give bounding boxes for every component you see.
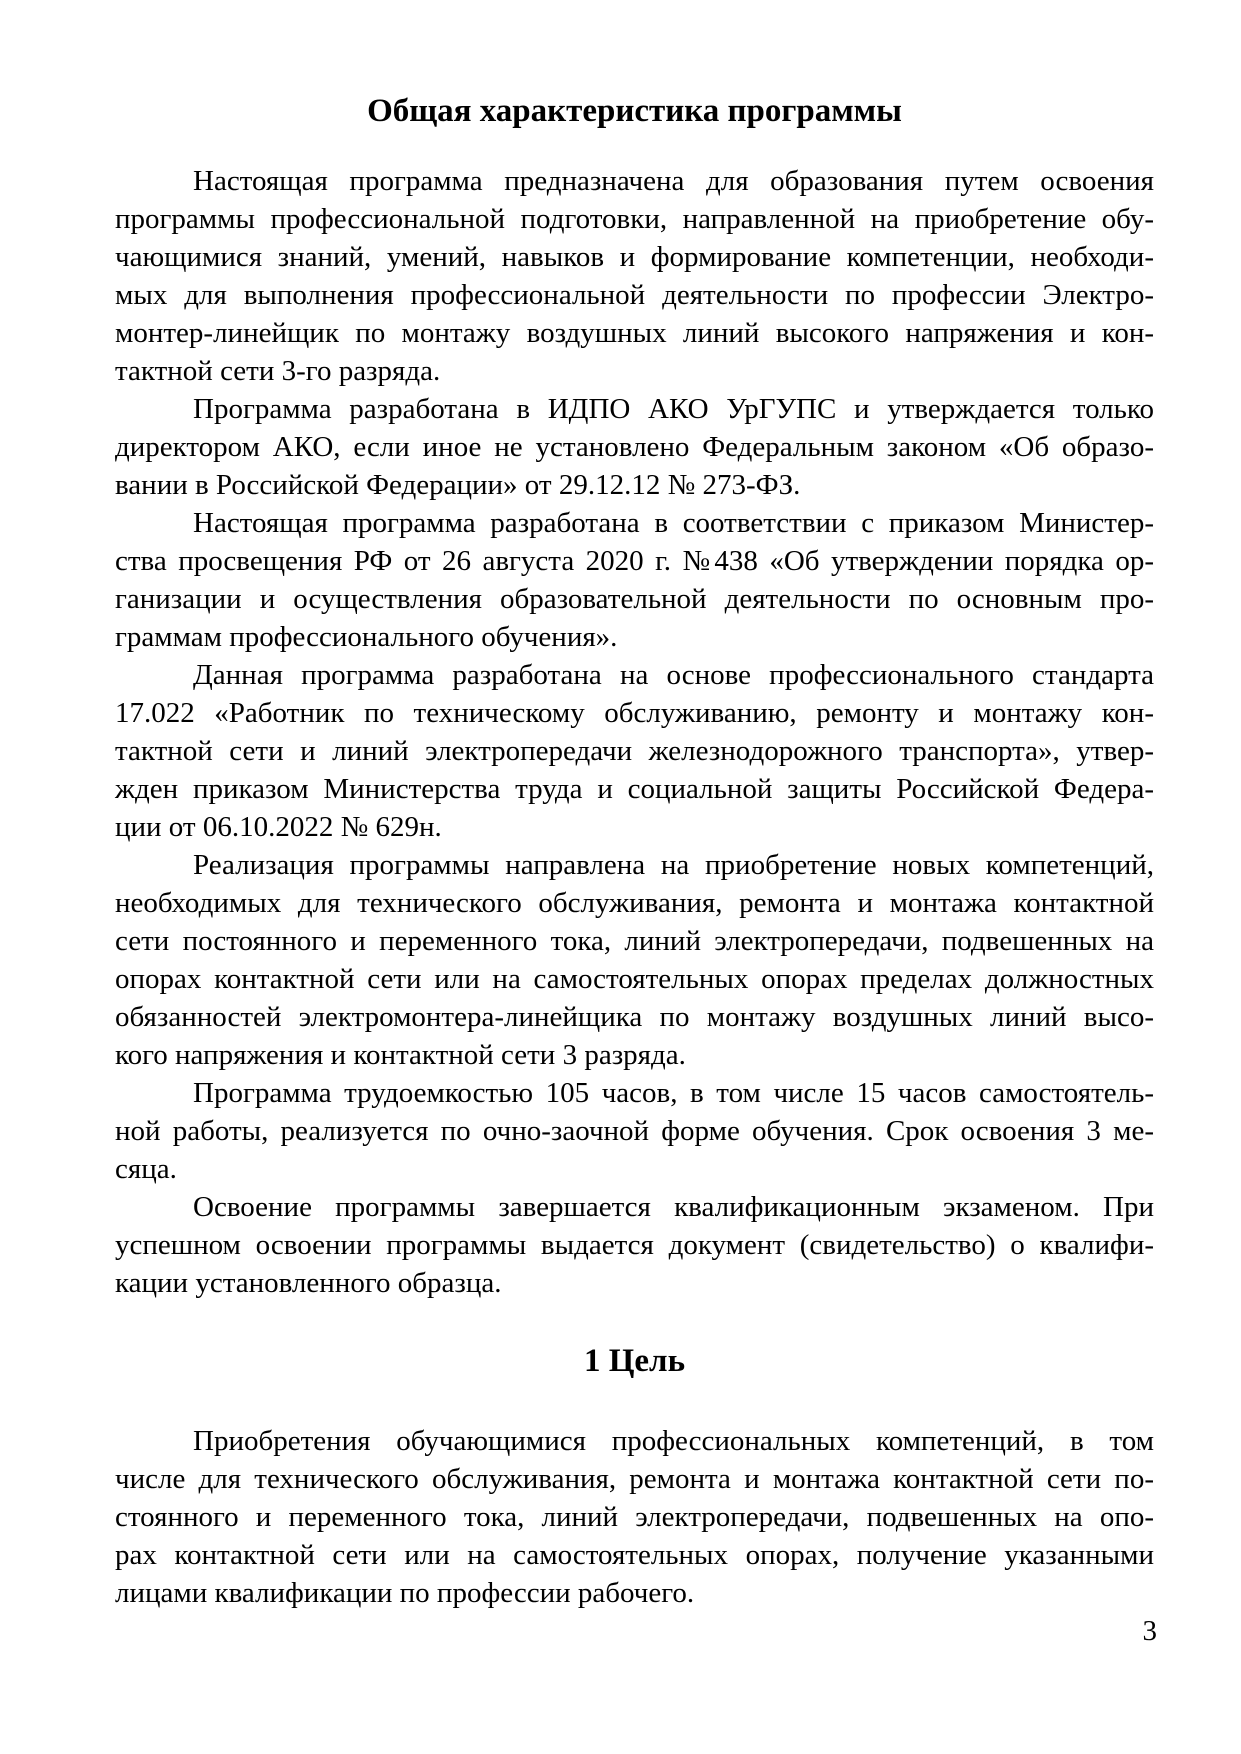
paragraph-line: успешном освоении программы выдается документ (свидетельство) о квалифи- <box>115 1229 1154 1261</box>
paragraph-line: кации установленного образца. <box>115 1267 502 1299</box>
paragraph-line: ции от 06.10.2022 № 629н. <box>115 811 442 843</box>
paragraph-line: чающимися знаний, умений, навыков и формирование компетенции, необходи- <box>115 241 1154 273</box>
paragraph-line: 17.022 «Работник по техническому обслуживанию, ремонту и монтажу кон- <box>115 697 1154 729</box>
paragraph-line: ства просвещения РФ от 26 августа 2020 г. №438 «Об утверждении порядка ор- <box>115 545 1154 577</box>
paragraph <box>115 390 1154 504</box>
paragraph <box>115 504 1154 656</box>
paragraph-line: Настоящая программа предназначена для образования путем освоения <box>193 165 1154 197</box>
paragraph-line: рах контактной сети или на самостоятельных опорах, получение указанными <box>115 1539 1154 1571</box>
paragraph-line: стоянного и переменного тока, линий электропередачи, подвешенных на опо- <box>115 1501 1154 1533</box>
paragraph-line: тактной сети 3-го разряда. <box>115 355 441 387</box>
paragraph-line: ганизации и осуществления образовательной деятельности по основным про- <box>115 583 1154 615</box>
paragraph <box>115 1188 1154 1302</box>
paragraph-line: кого напряжения и контактной сети 3 разряда. <box>115 1039 686 1071</box>
paragraph-line: Настоящая программа разработана в соответствии с приказом Министер- <box>193 507 1154 539</box>
paragraph-line: Программа трудоемкостью 105 часов, в том числе 15 часов самостоятель- <box>193 1077 1154 1109</box>
paragraph-line: сети постоянного и переменного тока, линий электропередачи, подвешенных на <box>115 925 1154 957</box>
paragraph <box>115 162 1154 390</box>
paragraph-line: необходимых для технического обслуживания, ремонта и монтажа контактной <box>115 887 1154 919</box>
paragraph <box>115 1422 1154 1612</box>
paragraph-line: Приобретения обучающимися профессиональных компетенций, в том <box>193 1425 1154 1457</box>
document-title: Общая характеристика программы <box>367 93 902 129</box>
paragraph-line: сяца. <box>115 1153 177 1185</box>
paragraph <box>115 846 1154 1074</box>
paragraph-line: лицами квалификации по профессии рабочего. <box>115 1577 695 1609</box>
paragraph-line: числе для технического обслуживания, ремонта и монтажа контактной сети по- <box>115 1463 1154 1495</box>
page-number: 3 <box>1142 1615 1157 1647</box>
paragraph-line: жден приказом Министерства труда и социальной защиты Российской Федера- <box>115 773 1154 805</box>
paragraph <box>115 1074 1154 1188</box>
paragraph-line: граммам профессионального обучения». <box>115 621 618 653</box>
paragraph-line: обязанностей электромонтера-линейщика по монтажу воздушных линий высо- <box>115 1001 1154 1033</box>
paragraph-line: монтер-линейщик по монтажу воздушных линий высокого напряжения и кон- <box>115 317 1154 349</box>
paragraph-line: Освоение программы завершается квалификационным экзаменом. При <box>193 1191 1154 1223</box>
section-general-characteristics <box>115 162 1154 1302</box>
section-heading-goal: 1 Цель <box>583 1343 686 1379</box>
paragraph-line: вании в Российской Федерации» от 29.12.12 № 273-ФЗ. <box>115 469 801 501</box>
paragraph-line: ной работы, реализуется по очно-заочной форме обучения. Срок освоения 3 ме- <box>115 1115 1154 1147</box>
section-goal <box>115 1422 1154 1612</box>
paragraph-line: Реализация программы направлена на приобретение новых компетенций, <box>193 849 1154 881</box>
paragraph-line: мых для выполнения профессиональной деятельности по профессии Электро- <box>115 279 1154 311</box>
page-content <box>115 0 1154 1612</box>
paragraph <box>115 656 1154 846</box>
paragraph-line: опорах контактной сети или на самостоятельных опорах пределах должностных <box>115 963 1154 995</box>
paragraph-line: тактной сети и линий электропередачи железнодорожного транспорта», утвер- <box>115 735 1154 767</box>
paragraph-line: Данная программа разработана на основе профессионального стандарта <box>193 659 1154 691</box>
paragraph-line: Программа разработана в ИДПО АКО УрГУПС и утверждается только <box>193 393 1154 425</box>
paragraph-line: программы профессиональной подготовки, направленной на приобретение обу- <box>115 203 1154 235</box>
paragraph-line: директором АКО, если иное не установлено Федеральным законом «Об образо- <box>115 431 1154 463</box>
